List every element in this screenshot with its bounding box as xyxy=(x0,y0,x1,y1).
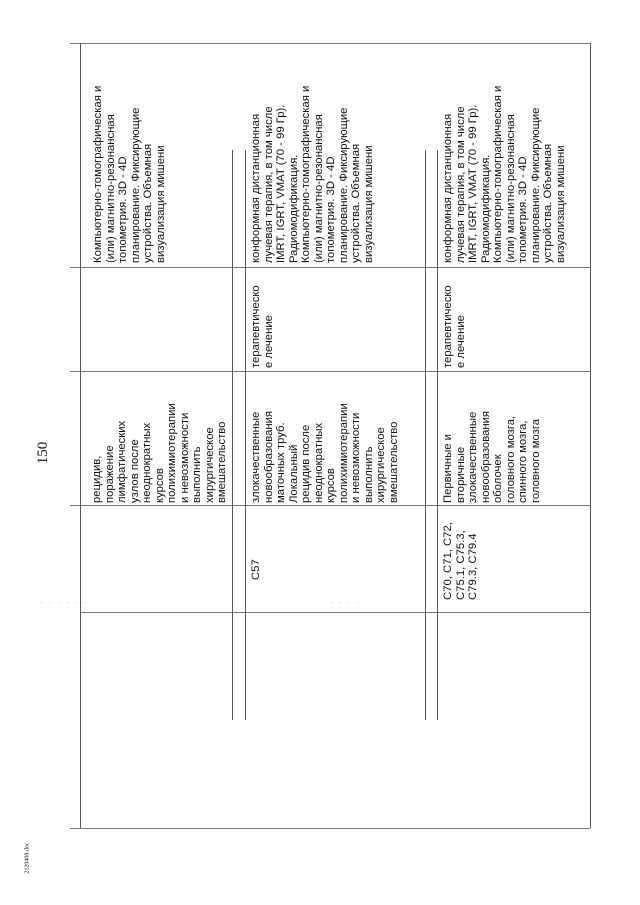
row-line-left xyxy=(80,43,81,828)
rule-treatment-diagnosis xyxy=(70,371,590,372)
row2-treatment: терапевтическо е лечение xyxy=(250,285,275,368)
row2-left xyxy=(245,150,246,720)
row3-left xyxy=(437,150,438,720)
row2-diagnosis: злокачественные новообразования маточных труб. Локальный рецидив после неоднократных курсов полихимиотерапии и невозможности выполнить хирургическое вмешательство xyxy=(250,403,400,503)
row3-code: C70, C71, C72, C75.1, C75.3, C79.3, C79.4 xyxy=(442,522,479,600)
row3-diagnosis: Первичные и вторичные злокачественные новообразования оболочек головного мозга, спинного мозга, головного мозга xyxy=(442,410,542,503)
row1-diagnosis-cont: рецидив, поражение лимфатических узлов после неоднократных курсов полихимиотерапии и невозможности выполнить хирургическое вмешательство xyxy=(91,403,228,503)
rule-method-treatment xyxy=(70,267,590,268)
row3-method: конформная дистанционная лучевая терапия, в том числе IMRT, IGRT, VMAT (70 - 99 Гр). Радиомодификация. Компьютерно-томографическая и (или) магнитно-резонансная топометрия. 3D - 4D планирование. Фиксирующие устройства. Объемная визуализация мишени xyxy=(442,85,567,263)
table-top-rule xyxy=(70,43,590,44)
row2-method: конформная дистанционная лучевая терапия, в том числе IMRT, IGRT, VMAT (70 - 99 Гр). Радиомодификация. Компьютерно-томографическая и (или) магнитно-резонансная топометрия. 3D - 4D планирование. Фиксирующие устройства. Объемная визуализация мишени xyxy=(250,85,375,263)
row3-treatment: терапевтическо е лечение xyxy=(442,285,467,368)
row1-right xyxy=(232,150,233,720)
footer-filename: 2120408.doc xyxy=(24,842,31,874)
row2-right xyxy=(425,150,426,720)
row2-code: C57 xyxy=(250,559,262,580)
row1-method-cont: Компьютерно-томографическая и (или) магнитно-резонансная топометрия. 3D - 4D планирование. Фиксирующие устройства. Объемная визуализация мишени xyxy=(92,85,167,263)
rule-code-blank xyxy=(80,612,590,613)
rule-diagnosis-code xyxy=(70,505,590,506)
dots-mark: · · · · · · xyxy=(40,598,90,607)
rule-bottom xyxy=(70,828,590,829)
dots-mark: · · · · xyxy=(330,598,362,607)
row-line-right xyxy=(590,43,591,828)
page-number: 150 xyxy=(34,441,51,465)
